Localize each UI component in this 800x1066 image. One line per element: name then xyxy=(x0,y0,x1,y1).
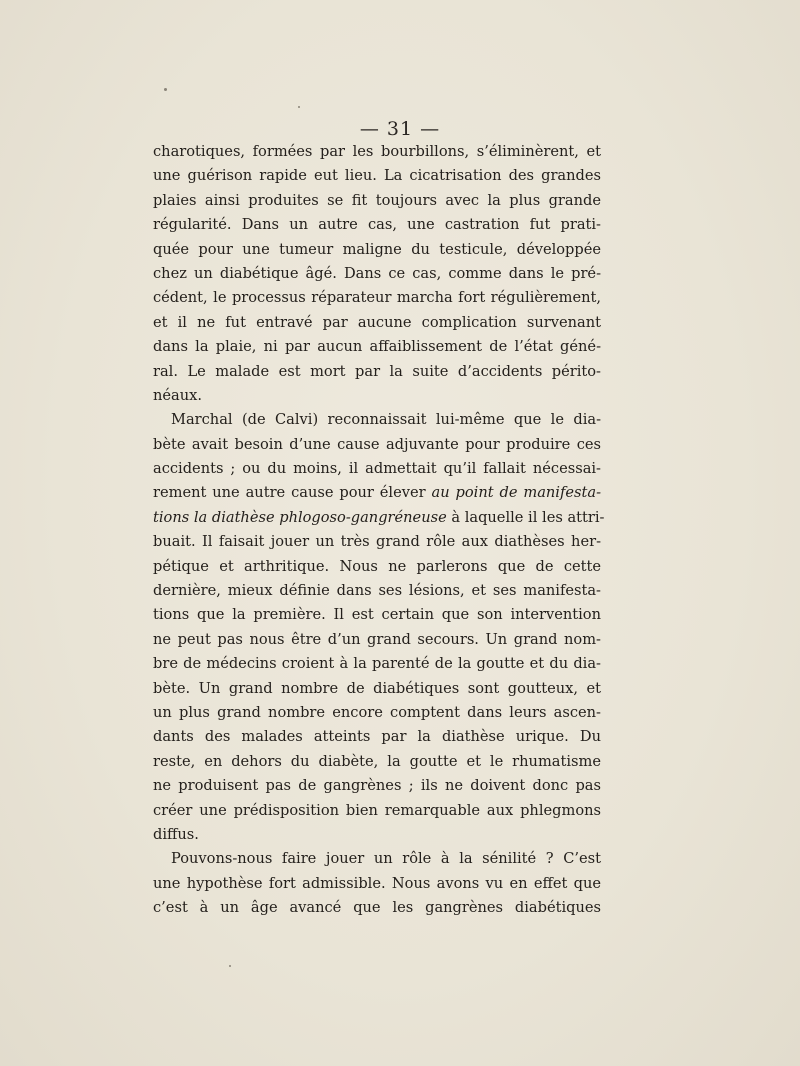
roman-run: à laquelle il les attri- xyxy=(446,508,605,526)
text-line-with-italic xyxy=(153,481,601,505)
text-line: bre de médecins croient à la parenté de la goutte et du dia- xyxy=(153,655,601,673)
paragraph-end-line: diffus. xyxy=(153,825,199,843)
text-line: charotiques, formées par les bourbillons, s’éliminèrent, et xyxy=(153,143,601,160)
paper-speck xyxy=(298,106,300,108)
text-line: régularité. Dans un autre cas, une castration fut prati- xyxy=(153,216,601,234)
text-line: plaies ainsi produites se fit toujours avec la plus grande xyxy=(153,191,601,209)
text-line: bète. Un grand nombre de diabétiques sont goutteux, et xyxy=(153,679,601,697)
text-line: et il ne fut entravé par aucune complication survenant xyxy=(153,313,601,331)
text-line: accidents ; ou du moins, il admettait qu’il fallait nécessai- xyxy=(153,460,601,478)
paper-speck xyxy=(164,88,167,91)
text-line: ne peut pas nous être d’un grand secours. Un grand nom- xyxy=(153,630,601,648)
text-line: chez un diabétique âgé. Dans ce cas, comme dans le pré- xyxy=(153,264,601,282)
text-line: dernière, mieux définie dans ses lésions, et ses manifesta- xyxy=(153,582,601,600)
text-line: une hypothèse fort admissible. Nous avons vu en effet que xyxy=(153,874,601,892)
body-text xyxy=(153,140,605,921)
text-line: ral. Le malade est mort par la suite d’accidents périto- xyxy=(153,362,601,380)
text-line: dans la plaie, ni par aucun affaiblissement de l’état géné- xyxy=(153,338,601,356)
italic-run: tions la diathèse phlogoso-gangréneuse xyxy=(153,508,447,526)
text-line: tions que la première. Il est certain que son intervention xyxy=(153,606,601,624)
paper-speck xyxy=(229,965,231,967)
text-line: buait. Il faisait jouer un très grand rôle aux diathèses her- xyxy=(153,533,601,551)
text-line: bète avait besoin d’une cause adjuvante pour produire ces xyxy=(153,435,601,453)
roman-run: rement une autre cause pour élever xyxy=(153,484,432,502)
text-line: cédent, le processus réparateur marcha fort régulièrement, xyxy=(153,289,601,307)
text-line: ne produisent pas de gangrènes ; ils ne doivent donc pas xyxy=(153,777,601,795)
paragraph-end-line: néaux. xyxy=(153,386,203,404)
page-number: — 31 — xyxy=(359,118,441,140)
text-line: dants des malades atteints par la diathèse urique. Du xyxy=(153,728,601,746)
text-line: créer une prédisposition bien remarquable aux phlegmons xyxy=(153,801,601,819)
paragraph-start-line: Marchal (de Calvi) reconnaissait lui-même que le dia- xyxy=(171,411,601,429)
italic-run: au point de manifesta- xyxy=(431,484,602,502)
text-line: quée pour une tumeur maligne du testicule, développée xyxy=(153,240,601,258)
text-line: une guérison rapide eut lieu. La cicatrisation des grandes xyxy=(153,167,601,185)
text-line: c’est à un âge avancé que les gangrènes diabétiques xyxy=(153,899,601,917)
text-line: reste, en dehors du diabète, la goutte et le rhumatisme xyxy=(153,752,601,770)
paragraph-start-line: Pouvons-nous faire jouer un rôle à la sénilité ? C’est xyxy=(171,850,601,868)
text-line-with-italic xyxy=(153,506,605,530)
text-line: pétique et arthritique. Nous ne parlerons que de cette xyxy=(153,557,601,575)
text-line: un plus grand nombre encore comptent dans leurs ascen- xyxy=(153,703,601,721)
